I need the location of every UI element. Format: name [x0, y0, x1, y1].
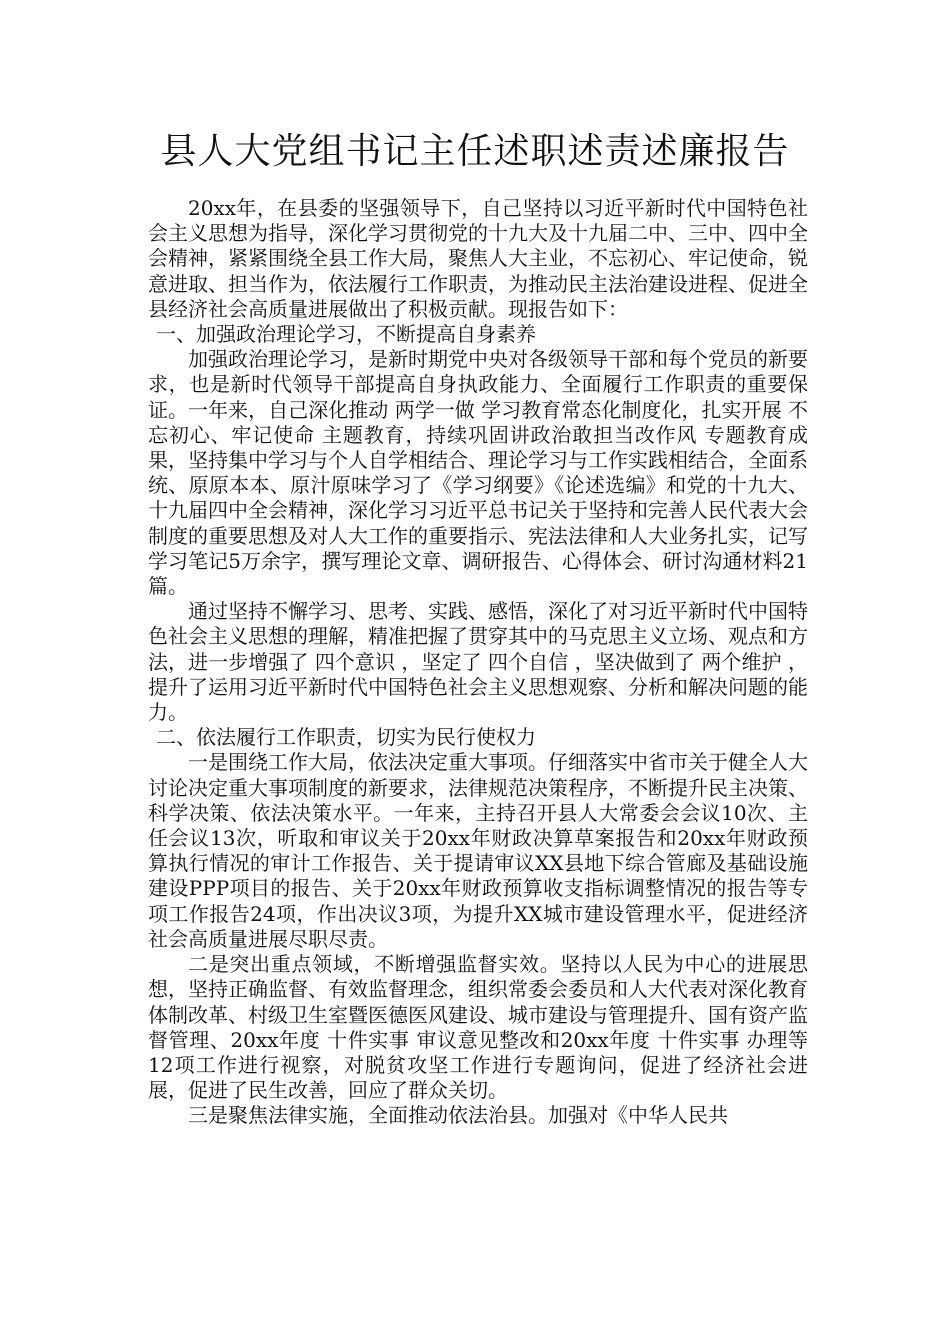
paragraph-major-matters: 一是围绕工作大局，依法决定重大事项。仔细落实中省市关于健全人大讨论决定重大事项制度的新要求，法律规范决策程序，不断提升民主决策、科学决策、依法决策水平。一年来，主持召开县人大常委会会议10次、主任会议13次，听取和审议关于20xx年财政决算草案报告和20xx年财政预算执行情况的审计工作报告、关于提请审议XX县地下综合管廊及基础设施建设PPP项目的报告、关于20xx年财政预算收支指标调整情况的报告等专项工作报告24项，作出决议3项，为提升XX城市建设管理水平，促进经济社会高质量进展尽职尽责。 [148, 750, 808, 951]
paragraph-supervision: 二是突出重点领域，不断增强监督实效。坚持以人民为中心的进展思想，坚持正确监督、有效监督理念，组织常委会委员和人大代表对深化教育体制改革、村级卫生室暨医德医风建设、城市建设与管理提升、国有资产监督管理、20xx年度 十件实事 审议意见整改和20xx年度 十件实事 办理等12项工作进行视察，对脱贫攻坚工作进行专题询问，促进了经济社会进展，促进了民生改善，回应了群众关切。 [148, 952, 808, 1103]
paragraph-understanding: 通过坚持不懈学习、思考、实践、感悟，深化了对习近平新时代中国特色社会主义思想的理解，精准把握了贯穿其中的马克思主义立场、观点和方法，进一步增强了 四个意识 ，坚定了 四个自信 ，坚决做到了 两个维护 ，提升了运用习近平新时代中国特色社会主义思想观察、分析和解决问题的能力。 [148, 599, 808, 725]
section-heading-2: 二、依法履行工作职责，切实为民行使权力 [156, 725, 536, 750]
section-heading-1: 一、加强政治理论学习，不断提高自身素养 [156, 322, 536, 347]
paragraph-study: 加强政治理论学习，是新时期党中央对各级领导干部和每个党员的新要求，也是新时代领导干部提高自身执政能力、全面履行工作职责的重要保证。一年来，自己深化推动 两学一做 学习教育常态化制度化，扎实开展 不忘初心、牢记使命 主题教育，持续巩固讲政治敢担当改作风 专题教育成果，坚持集中学习与个人自学相结合、理论学习与工作实践相结合，全面系统、原原本本、原汁原味学习了《学习纲要》《论述选编》和党的十九大、十九届四中全会精神，深化学习习近平总书记关于坚持和完善人民代表大会制度的重要思想及对人大工作的重要指示、宪法法律和人大业务扎实，记写学习笔记5万余字，撰写理论文章、调研报告、心得体会、研讨沟通材料21篇。 [148, 347, 808, 599]
document-body [148, 196, 808, 1129]
paragraph-intro: 20xx年，在县委的坚强领导下，自己坚持以习近平新时代中国特色社会主义思想为指导，深化学习贯彻党的十九大及十九届二中、三中、四中全会精神，紧紧围绕全县工作大局，聚焦人大主业，不忘初心、牢记使命，锐意进取、担当作为，依法履行工作职责，为推动民主法治建设进程、促进全县经济社会高质量进展做出了积极贡献。现报告如下： [148, 196, 808, 321]
document-title: 县人大党组书记主任述职述责述廉报告 [160, 131, 790, 172]
paragraph-law-implementation: 三是聚焦法律实施，全面推动依法治县。加强对《中华人民共 [188, 1103, 728, 1128]
